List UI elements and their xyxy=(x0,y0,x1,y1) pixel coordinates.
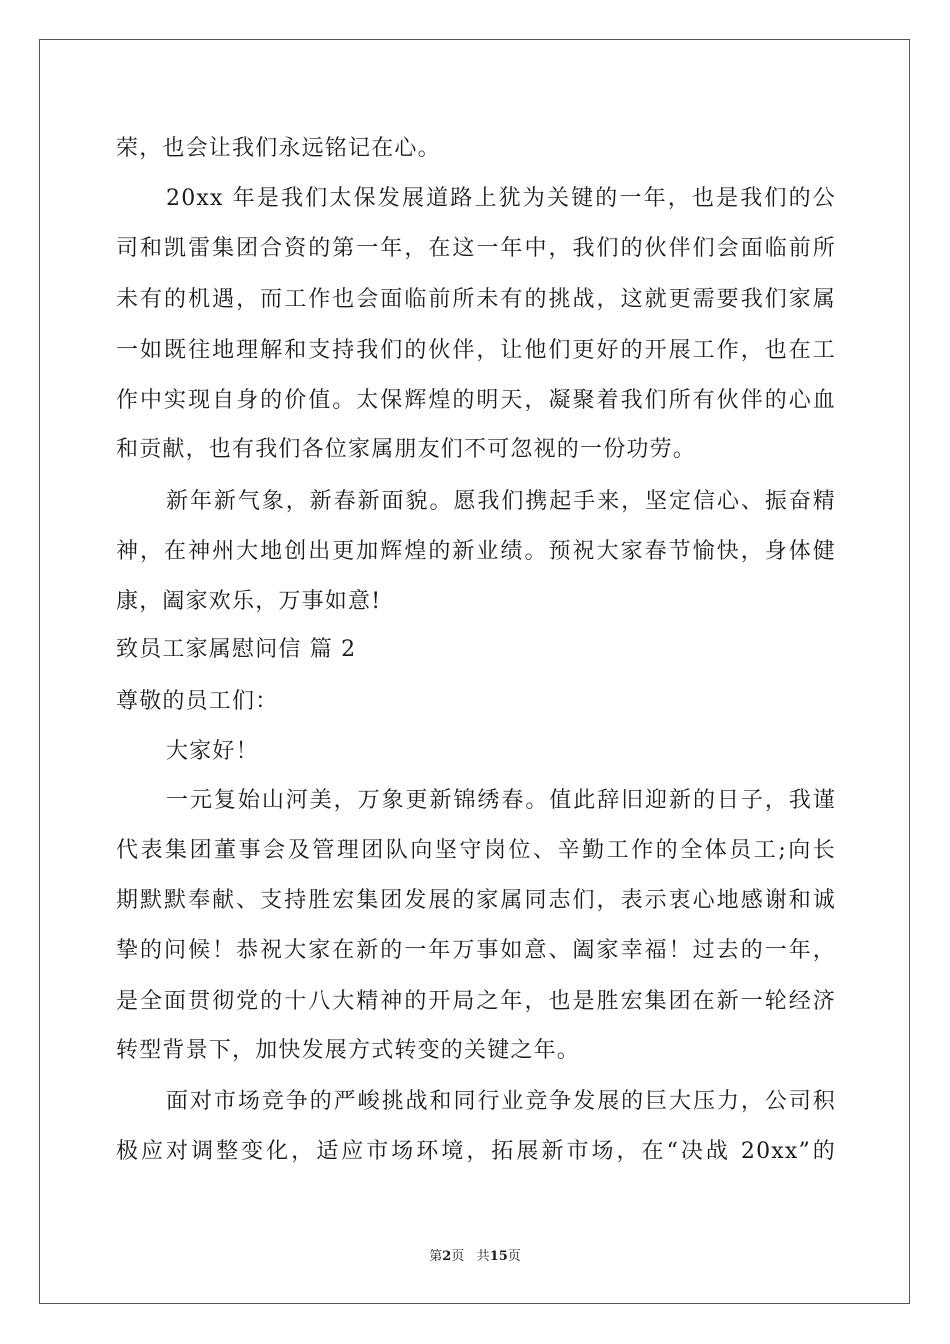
page-number: 2 xyxy=(442,1249,452,1264)
text-line: 期默默奉献、支持胜宏集团发展的家属同志们，表示衷心地感谢和诚 xyxy=(116,888,836,913)
text-line: 康，阖家欢乐，万事如意! xyxy=(116,589,382,614)
text-line: 一元复始山河美，万象更新锦绣春。值此辞旧迎新的日子，我谨 xyxy=(166,788,836,813)
salutation: 尊敬的员工们： xyxy=(116,689,279,714)
text-line: 作中实现自身的价值。太保辉煌的明天，凝聚着我们所有伙伴的心血 xyxy=(116,388,836,413)
text-line: 荣，也会让我们永远铭记在心。 xyxy=(116,136,441,161)
page-suffix: 页 xyxy=(451,1249,465,1264)
text-line: 一如既往地理解和支持我们的伙伴，让他们更好的开展工作，也在工 xyxy=(116,338,836,363)
text-line: 挚的问候！恭祝大家在新的一年万事如意、阖家幸福！过去的一年， xyxy=(116,938,836,963)
text-line: 20xx 年是我们太保发展道路上犹为关键的一年，也是我们的公 xyxy=(166,186,836,211)
total-prefix: 共 xyxy=(476,1249,490,1264)
greeting: 大家好！ xyxy=(166,739,259,764)
text-line: 转型背景下，加快发展方式转变的关键之年。 xyxy=(116,1038,581,1063)
text-line: 新年新气象，新春新面貌。愿我们携起手来，坚定信心、振奋精 xyxy=(166,489,836,514)
text-line: 未有的机遇，而工作也会面临前所未有的挑战，这就更需要我们家属 xyxy=(116,287,836,312)
page-footer xyxy=(0,1248,950,1266)
total-suffix: 页 xyxy=(507,1249,521,1264)
page-prefix: 第 xyxy=(429,1249,443,1264)
text-line: 神，在神州大地创出更加辉煌的新业绩。预祝大家春节愉快，身体健 xyxy=(116,539,836,564)
text-line: 面对市场竞争的严峻挑战和同行业竞争发展的巨大压力，公司积 xyxy=(166,1089,836,1114)
total-pages: 15 xyxy=(489,1249,508,1264)
text-line: 极应对调整变化，适应市场环境，拓展新市场，在“决战 20xx”的 xyxy=(116,1139,836,1164)
text-line: 代表集团董事会及管理团队向坚守岗位、辛勤工作的全体员工;向长 xyxy=(116,838,836,863)
section-heading: 致员工家属慰问信 篇 2 xyxy=(116,637,357,662)
text-line: 和贡献，也有我们各位家属朋友们不可忽视的一份功劳。 xyxy=(116,437,697,462)
text-line: 是全面贯彻党的十八大精神的开局之年，也是胜宏集团在新一轮经济 xyxy=(116,989,836,1014)
text-line: 司和凯雷集团合资的第一年，在这一年中，我们的伙伴们会面临前所 xyxy=(116,236,836,261)
